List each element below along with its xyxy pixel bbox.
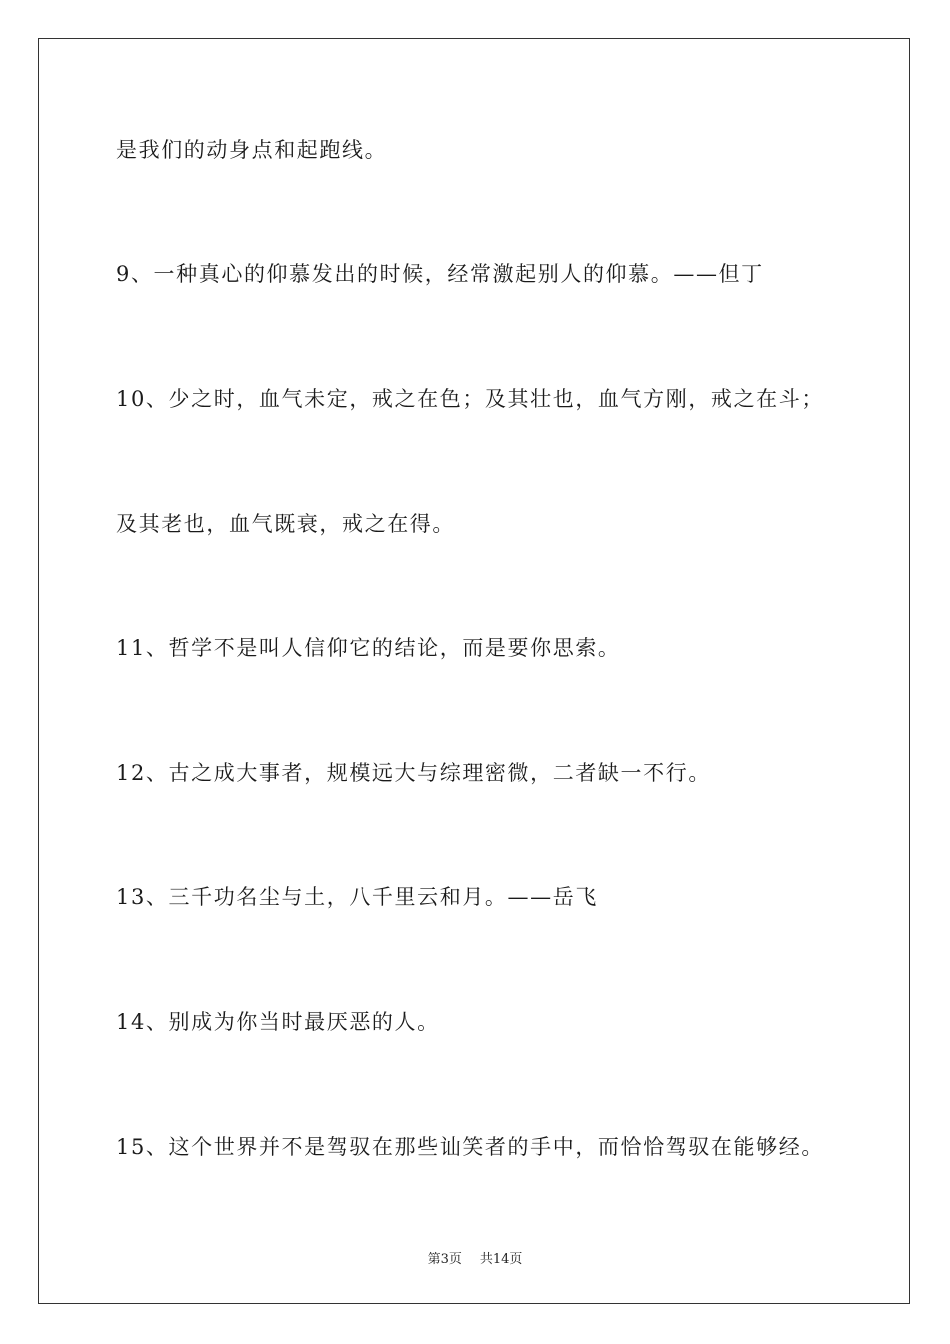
text-line: 11、哲学不是叫人信仰它的结论，而是要你思索。	[116, 636, 621, 660]
text-line: 15、这个世界并不是驾驭在那些讪笑者的手中，而恰恰驾驭在能够经。	[116, 1135, 824, 1159]
text-line: 9、一种真心的仰慕发出的时候，经常激起别人的仰慕。——但丁	[116, 262, 764, 286]
page-total: 共14页	[479, 1252, 523, 1267]
text-line: 10、少之时，血气未定，戒之在色；及其壮也，血气方刚，戒之在斗；	[116, 387, 824, 411]
page-number: 第3页	[427, 1252, 462, 1267]
text-line: 14、别成为你当时最厌恶的人。	[116, 1010, 440, 1034]
text-line: 12、古之成大事者，规模远大与综理密微，二者缺一不行。	[116, 761, 711, 785]
page-border	[38, 38, 910, 1304]
text-line: 是我们的动身点和起跑线。	[116, 138, 388, 162]
page-footer	[0, 1248, 950, 1267]
text-line: 13、三千功名尘与土，八千里云和月。——岳飞	[116, 885, 598, 909]
text-line: 及其老也，血气既衰，戒之在得。	[116, 512, 455, 536]
